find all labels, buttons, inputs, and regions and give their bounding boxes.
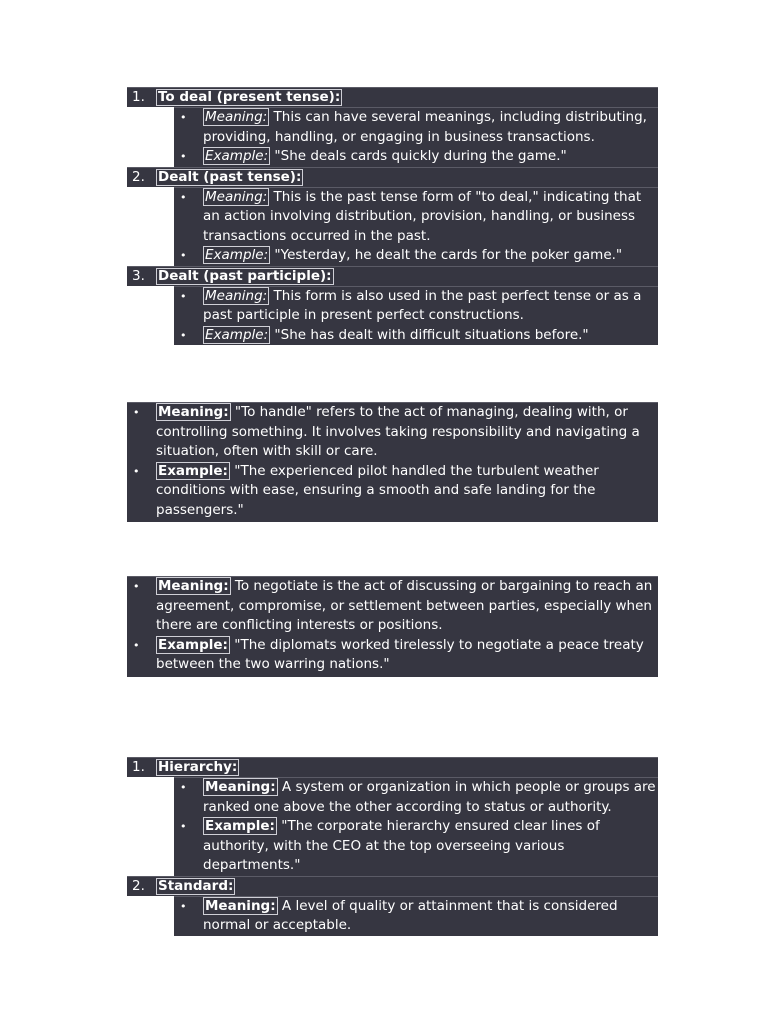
list-item (127, 577, 658, 636)
example-text: "The corporate hierarchy ensured clear lines of authority, with the CEO at the top overseeing various departments." (203, 818, 600, 873)
meaning-label: Meaning: (158, 404, 229, 420)
meaning-label: Meaning: (205, 109, 268, 125)
example-label: Example: (205, 326, 269, 343)
example-text: "She deals cards quickly during the game." (270, 148, 567, 164)
term-label: Hierarchy: (158, 759, 238, 775)
meaning-text: A level of quality or attainment that is considered normal or acceptable. (203, 897, 618, 933)
sub-list (174, 107, 658, 167)
list-item-heading (127, 266, 658, 286)
sub-list (174, 896, 658, 936)
meaning-text: To negotiate is the act of discussing or bargaining to reach an agreement, compromise, or settlement between parties, especially when there are conflicting interests or positions. (156, 578, 653, 633)
deal-definitions-list (127, 87, 658, 345)
meaning-label: Meaning: (205, 897, 276, 914)
bullet-icon: • (133, 406, 140, 419)
example-label: Example: (158, 462, 228, 479)
list-item-heading (127, 757, 658, 777)
example-text: "The diplomats worked tirelessly to negotiate a peace treaty between the two warring nations." (156, 636, 644, 672)
bullet-icon: • (180, 289, 187, 303)
list-number: 2. (132, 877, 145, 894)
sub-list (174, 187, 658, 266)
bullet-icon: • (133, 464, 140, 478)
bullet-icon: • (180, 150, 187, 163)
bullet-icon: • (180, 899, 187, 913)
example-text: "She has dealt with difficult situations before." (270, 326, 589, 343)
list-item (174, 147, 658, 167)
list-item-heading (127, 167, 658, 187)
meaning-text: This is the past tense form of "to deal," indicating that an action involving distribution, provision, handling, or business transactions occurred in the past. (203, 188, 642, 244)
bullet-icon: • (133, 580, 140, 593)
example-label: Example: (205, 818, 275, 834)
bullet-icon: • (180, 820, 187, 833)
example-label: Example: (205, 148, 269, 164)
example-label: Example: (158, 636, 228, 653)
bullet-icon: • (180, 111, 187, 124)
list-item (127, 636, 658, 675)
bullet-icon: • (133, 638, 140, 652)
meaning-label: Meaning: (205, 779, 276, 795)
list-item (127, 462, 658, 521)
negotiate-definition-panel (127, 576, 658, 677)
list-number: 2. (132, 168, 145, 185)
list-item (174, 778, 658, 817)
example-label: Example: (205, 247, 269, 263)
meaning-text: A system or organization in which people or groups are ranked one above the other according to status or authority. (203, 779, 656, 815)
bullet-icon: • (180, 781, 187, 794)
sub-list (174, 777, 658, 876)
list-item (127, 403, 658, 462)
example-text: "Yesterday, he dealt the cards for the poker game." (270, 247, 623, 263)
meaning-label: Meaning: (205, 188, 268, 205)
list-item (174, 246, 658, 266)
list-item-heading (127, 876, 658, 896)
list-item (174, 108, 658, 147)
meaning-text: This form is also used in the past perfect tense or as a past participle in present perfect constructions. (203, 287, 642, 323)
handle-definition-panel (127, 402, 658, 522)
meaning-label: Meaning: (158, 578, 229, 594)
list-item (174, 188, 658, 247)
term-label: Dealt (past tense): (158, 168, 302, 185)
list-item (174, 817, 658, 876)
bullet-icon: • (180, 249, 187, 262)
bullet-icon: • (180, 190, 187, 204)
list-item (174, 287, 658, 326)
list-item (174, 897, 658, 936)
list-number: 3. (132, 267, 145, 284)
bullet-icon: • (180, 328, 187, 342)
list-item (174, 326, 658, 346)
example-text: "The experienced pilot handled the turbulent weather conditions with ease, ensuring a smooth and safe landing for the passengers." (156, 462, 599, 518)
list-number: 1. (132, 759, 145, 775)
meaning-text: "To handle" refers to the act of managing, dealing with, or controlling something. It involves taking responsibility and navigating a situation, often with skill or care. (156, 404, 640, 459)
list-item-heading (127, 87, 658, 107)
meaning-text: This can have several meanings, including distributing, providing, handling, or engaging in business transactions. (203, 109, 647, 145)
list-number: 1. (132, 89, 145, 105)
term-label: Dealt (past participle): (158, 267, 332, 284)
sub-list (174, 286, 658, 346)
meaning-label: Meaning: (205, 287, 268, 304)
term-label: To deal (present tense): (158, 89, 341, 105)
term-label: Standard: (158, 877, 234, 894)
hierarchy-definitions-list (127, 757, 658, 936)
